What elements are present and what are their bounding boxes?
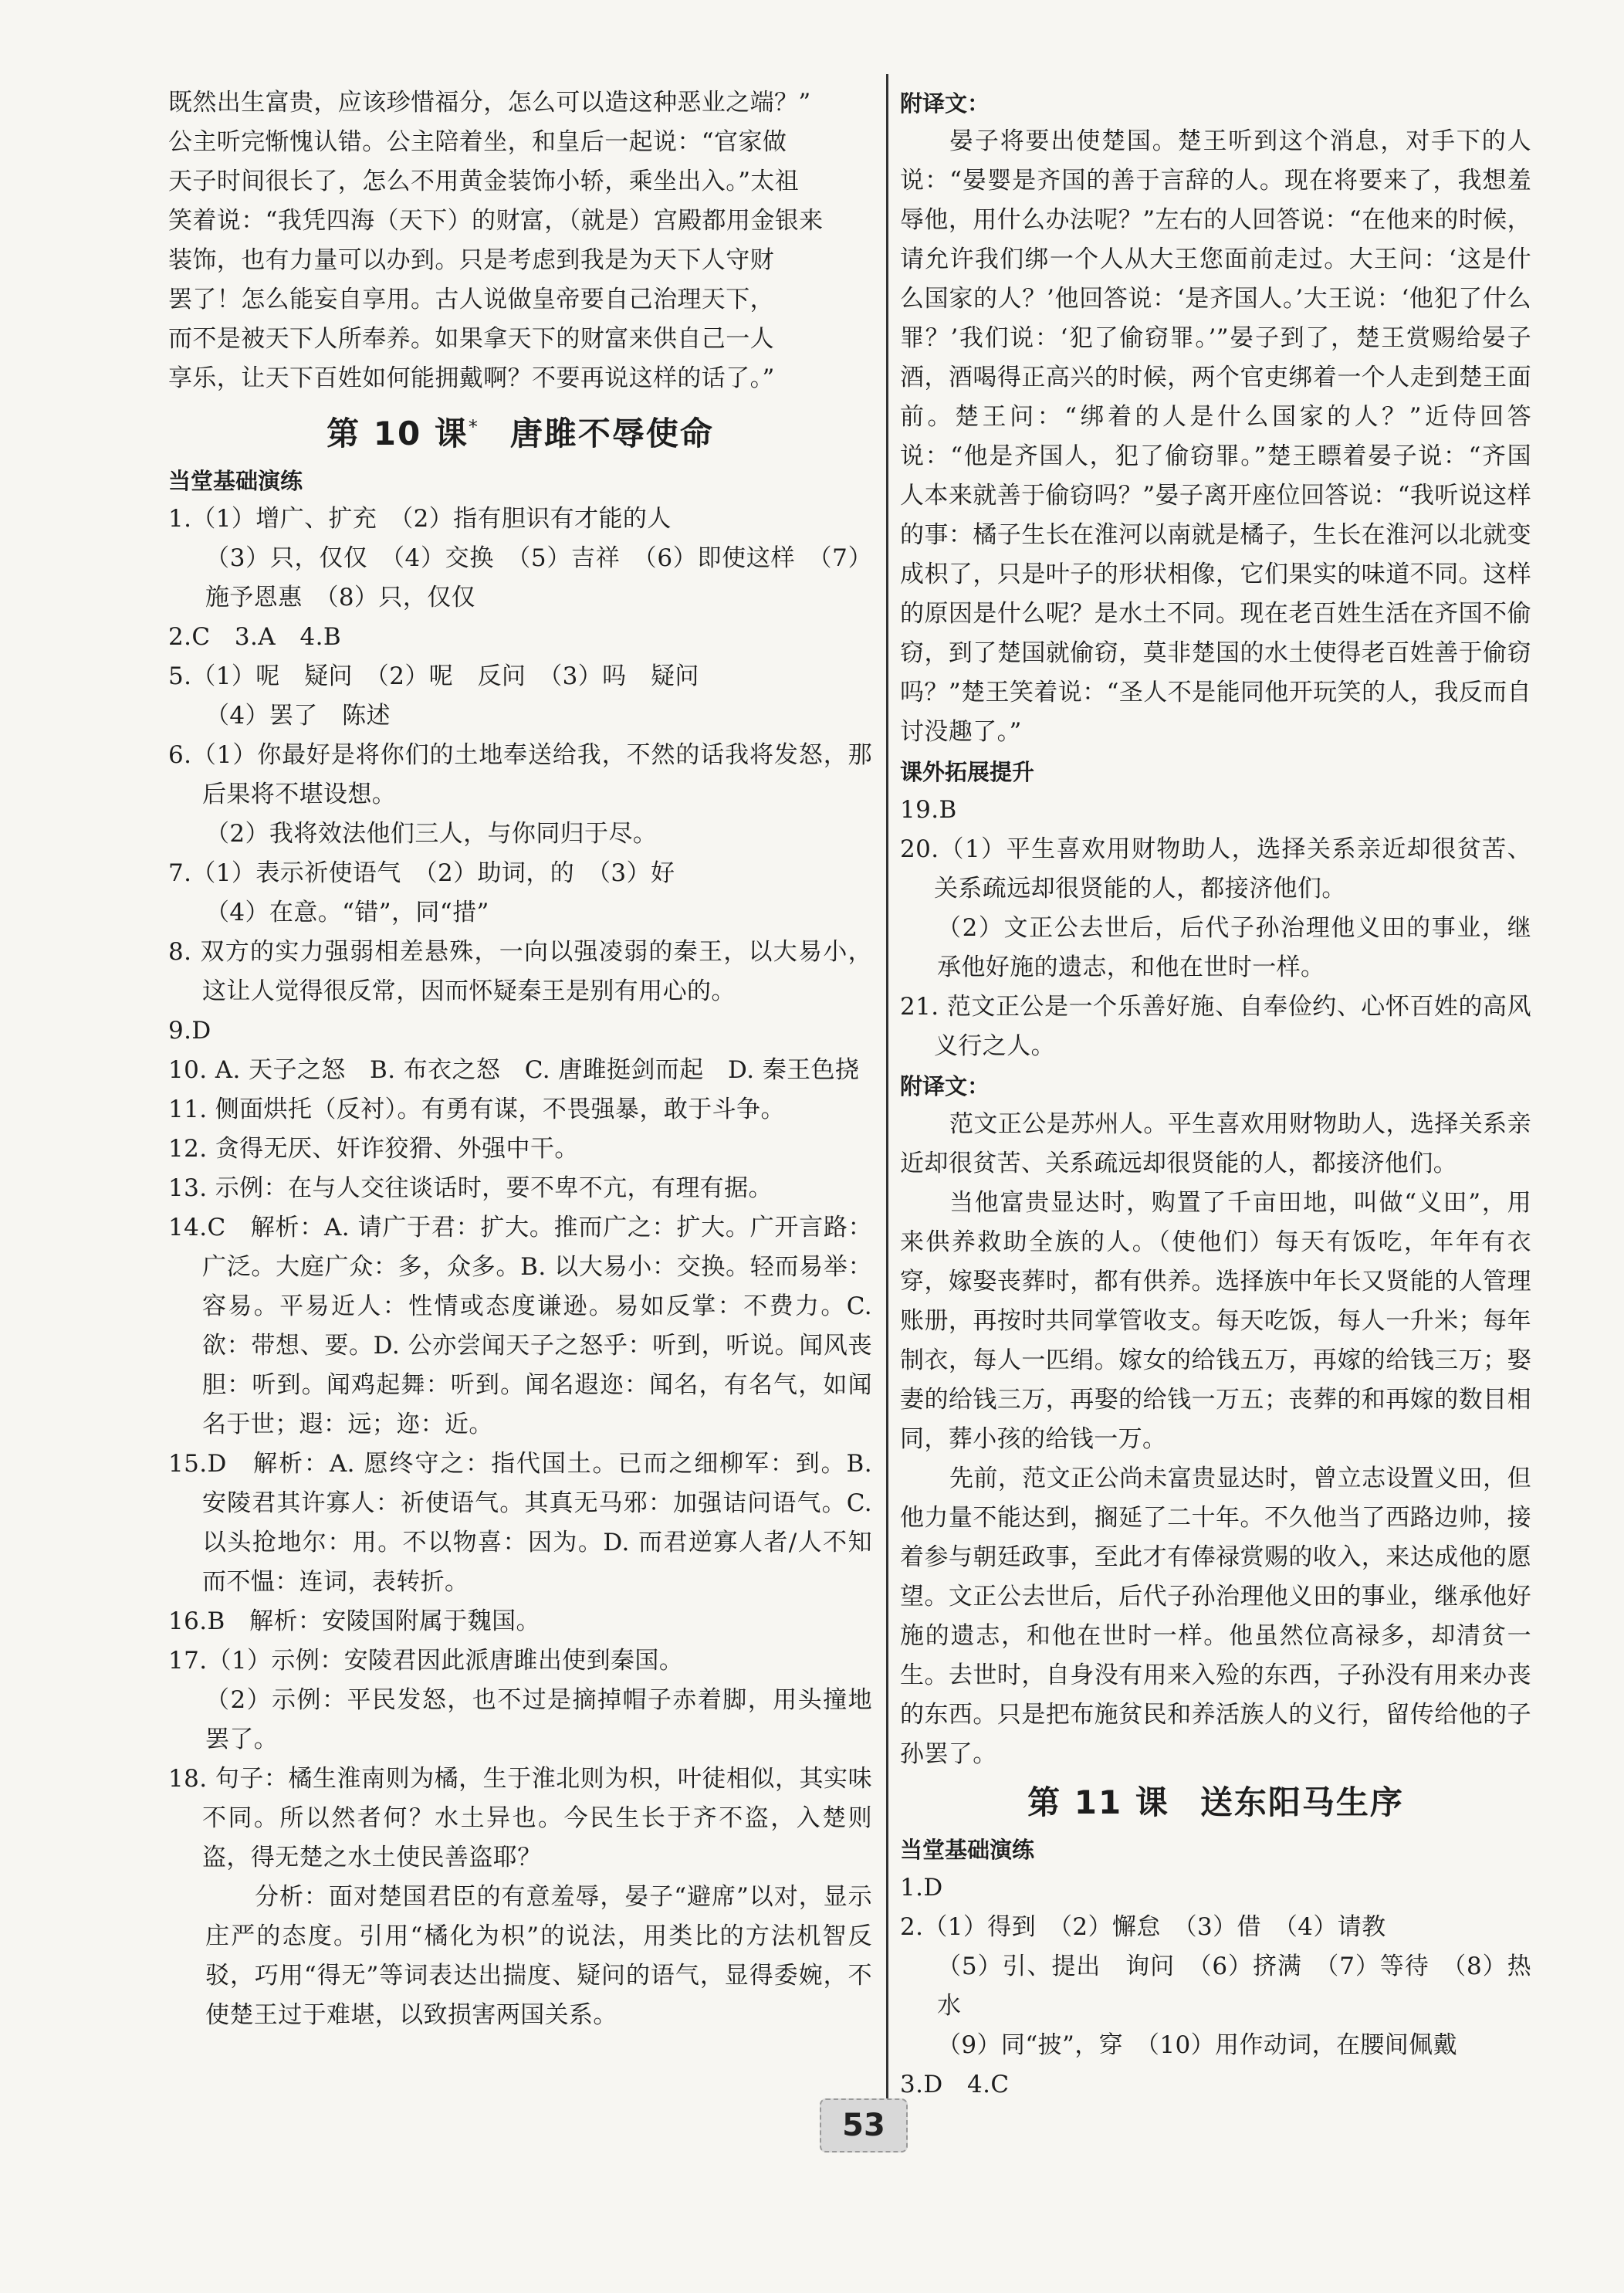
translation-paragraph: 当他富贵显达时，购置了千亩田地，叫做“义田”，用来供养救助全族的人。（使他们）每天有饭吃，年年有衣穿，嫁娶丧葬时，都有供养。选择族中年长又贤能的人管理账册，再按时共同掌管收支。每天吃饭，每人一升米；每年制衣，每人一匹绢。嫁女的给钱五万，再嫁的给钱三万；娶妻的给钱三万，再娶的给钱一万五；丧葬的和再嫁的数目相同，葬小孩的给钱一万。	[900, 1189, 1531, 1453]
translation-paragraph: 范文正公是苏州人。平生喜欢用财物助人，选择关系亲近却很贫苦、关系疏远却很贤能的人，都接济他们。	[900, 1110, 1531, 1177]
answer-item: （2）文正公去世后，后代子孙治理他义田的事业，继承他好施的遗志，和他在世时一样。	[937, 914, 1531, 981]
answer-item: 10. A. 天子之怒 B. 布衣之怒 C. 唐雎挺剑而起 D. 秦王色挠	[168, 1056, 860, 1084]
answer-item: 5.（1）呢 疑问 （2）呢 反问 （3）吗 疑问	[168, 662, 699, 690]
answer-item: 17.（1）示例：安陵君因此派唐雎出使到秦国。	[168, 1647, 684, 1675]
answer-item: 18. 句子：橘生淮南则为橘，生于淮北则为枳，叶徒相似，其实味不同。所以然者何？水土异也。今民生长于齐不盗，入楚则盗，得无楚之水土使民善盗耶？	[168, 1765, 872, 1871]
column-divider	[886, 74, 888, 2114]
intro-line: 罢了！怎么能妄自享用。古人说做皇帝要自己治理天下，	[168, 286, 774, 313]
answer-item: 16.B 解析：安陵国附属于魏国。	[168, 1607, 540, 1635]
answer-item: 2.（1）得到 （2）懈怠 （3）借 （4）请教	[900, 1913, 1386, 1941]
section-heading: 当堂基础演练	[900, 1837, 1035, 1863]
answer-item: 11. 侧面烘托（反衬）。有勇有谋，不畏强暴，敢于斗争。	[168, 1096, 785, 1123]
section-heading: 课外拓展提升	[900, 759, 1035, 785]
answer-item: 2.C 3.A 4.B	[168, 623, 342, 651]
answer-item: 21. 范文正公是一个乐善好施、自奉俭约、心怀百姓的高风义行之人。	[900, 993, 1531, 1060]
answer-item: （5）引、提出 询问 （6）挤满 （7）等待 （8）热水	[937, 1953, 1531, 2020]
answer-item: 19.B	[900, 796, 957, 824]
lesson-10-title	[168, 400, 872, 461]
intro-line: 而不是被天下人所奉养。如果拿天下的财富来供自己一人	[168, 325, 774, 353]
answer-item: （2）示例：平民发怒，也不过是摘掉帽子赤着脚，用头撞地罢了。	[205, 1686, 872, 1753]
lesson-number: 第 11 课	[1027, 1783, 1169, 1821]
answer-item: 15.D 解析：A. 愿终守之：指代国土。已而之细柳军：到。B. 安陵君其许寡人：祈使语气。其真无马邪：加强诘问语气。C. 以头抢地尔：用。不以物喜：因为。D. 而君逆寡人者/人不知而不愠：连词，表转折。	[168, 1450, 872, 1596]
answer-item: （4）罢了 陈述	[205, 702, 391, 730]
answer-item: 14.C 解析：A. 请广于君：扩大。推而广之：扩大。广开言路：广泛。大庭广众：多，众多。B. 以大易小：交换。轻而易举：容易。平易近人：性情或态度谦逊。易如反掌：不费力。C. 欲：带想、要。D. 公亦尝闻天子之怒乎：听到，听说。闻风丧胆：听到。闻鸡起舞：听到。闻名遐迩：闻名，有名气，如闻名于世；遐：远；迩：近。	[168, 1214, 872, 1438]
answer-item: 8. 双方的实力强弱相差悬殊，一向以强凌弱的秦王，以大易小，这让人觉得很反常，因而怀疑秦王是别有用心的。	[168, 938, 872, 1005]
translation-paragraph: 先前，范文正公尚未富贵显达时，曾立志设置义田，但他力量不能达到，搁延了二十年。不久他当了西路边帅，接着参与朝廷政事，至此才有俸禄赏赐的收入，来达成他的愿望。文正公去世后，后代子孙治理他义田的事业，继承他好施的遗志，和他在世时一样。他虽然位高禄多，却清贫一生。去世时，自身没有用来入殓的东西，子孙没有用来办丧的东西。只是把布施贫民和养活族人的义行，留传给他的子孙罢了。	[900, 1465, 1531, 1768]
answer-item: 20.（1）平生喜欢用财物助人，选择关系亲近却很贫苦、关系疏远却很贤能的人，都接济他们。	[900, 835, 1531, 903]
answer-item: 9.D	[168, 1017, 211, 1045]
answer-item: 7.（1）表示祈使语气 （2）助词，的 （3）好	[168, 859, 675, 887]
answer-item: 13. 示例：在与人交往谈话时，要不卑不亢，有理有据。	[168, 1174, 773, 1202]
answer-item: 1.D	[900, 1874, 943, 1902]
lesson-mark: *	[468, 416, 479, 438]
intro-line: 天子时间很长了，怎么不用黄金装饰小轿，乘坐出入。”太祖	[168, 168, 800, 195]
section-heading: 当堂基础演练	[168, 468, 303, 494]
translation-paragraph: 晏子将要出使楚国。楚王听到这个消息，对手下的人说：“晏婴是齐国的善于言辞的人。现在将要来了，我想羞辱他，用什么办法呢？”左右的人回答说：“在他来的时候，请允许我们绑一个人从大王您面前走过。大王问：‘这是什么国家的人？’他回答说：‘是齐国人。’大王说：‘他犯了什么罪？’我们说：‘犯了偷窃罪。’”晏子到了，楚王赏赐给晏子酒，酒喝得正高兴的时候，两个官吏绑着一个人走到楚王面前。楚王问：“绑着的人是什么国家的人？”近侍回答说：“他是齐国人，犯了偷窃罪。”楚王瞟着晏子说：“齐国人本来就善于偷窃吗？”晏子离开座位回答说：“我听说这样的事：橘子生长在淮河以南就是橘子，生长在淮河以北就变成枳了，只是叶子的形状相像，它们果实的味道不同。这样的原因是什么呢？是水土不同。现在老百姓生活在齐国不偷窃，到了楚国就偷窃，莫非楚国的水土使得老百姓善于偷窃吗？”楚王笑着说：“圣人不是能同他开玩笑的人，我反而自讨没趣了。”	[900, 127, 1531, 746]
answer-item: 分析：面对楚国君臣的有意羞辱，晏子“避席”以对，显示庄严的态度。引用“橘化为枳”的说法，用类比的方法机智反驳，巧用“得无”等词表达出揣度、疑问的语气，显得委婉，不使楚王过于难堪，以致损害两国关系。	[205, 1883, 872, 2029]
answer-item: （4）在意。“错”，同“措”	[205, 899, 489, 926]
intro-line: 既然出生富贵，应该珍惜福分，怎么可以造这种恶业之端？”	[168, 89, 811, 117]
lesson-number: 第 10 课	[326, 415, 469, 452]
answer-item: （2）我将效法他们三人，与你同归于尽。	[205, 820, 658, 848]
section-heading: 附译文：	[900, 90, 990, 117]
answer-item: 1.（1）增广、扩充 （2）指有胆识有才能的人	[168, 505, 672, 533]
answer-item: （3）只，仅仅 （4）交换 （5）吉祥 （6）即使这样 （7）施予恩惠 （8）只，仅仅	[205, 544, 872, 611]
answer-item: 3.D 4.C	[900, 2071, 1010, 2098]
section-heading: 附译文：	[900, 1073, 990, 1099]
right-column	[900, 83, 1531, 2114]
answer-item: 12. 贪得无厌、奸诈狡猾、外强中干。	[168, 1135, 579, 1163]
answer-item: （9）同“披”，穿 （10）用作动词，在腰间佩戴	[937, 2031, 1457, 2059]
lesson-name: 送东阳马生序	[1199, 1783, 1404, 1821]
lesson-name: 唐雎不辱使命	[509, 415, 714, 452]
page-number: 53	[820, 2098, 908, 2152]
intro-line: 笑着说：“我凭四海（天下）的财富，（就是）宫殿都用金银来	[168, 207, 824, 235]
left-column	[168, 83, 872, 2114]
intro-line: 装饰，也有力量可以办到。只是考虑到我是为天下人守财	[168, 246, 774, 274]
intro-line: 享乐，让天下百姓如何能拥戴啊？不要再说这样的话了。”	[168, 364, 775, 392]
answer-item: 6.（1）你最好是将你们的土地奉送给我，不然的话我将发怒，那后果将不堪设想。	[168, 741, 872, 808]
lesson-11-title	[900, 1776, 1531, 1830]
intro-line: 公主听完惭愧认错。公主陪着坐，和皇后一起说：“官家做	[168, 128, 787, 156]
